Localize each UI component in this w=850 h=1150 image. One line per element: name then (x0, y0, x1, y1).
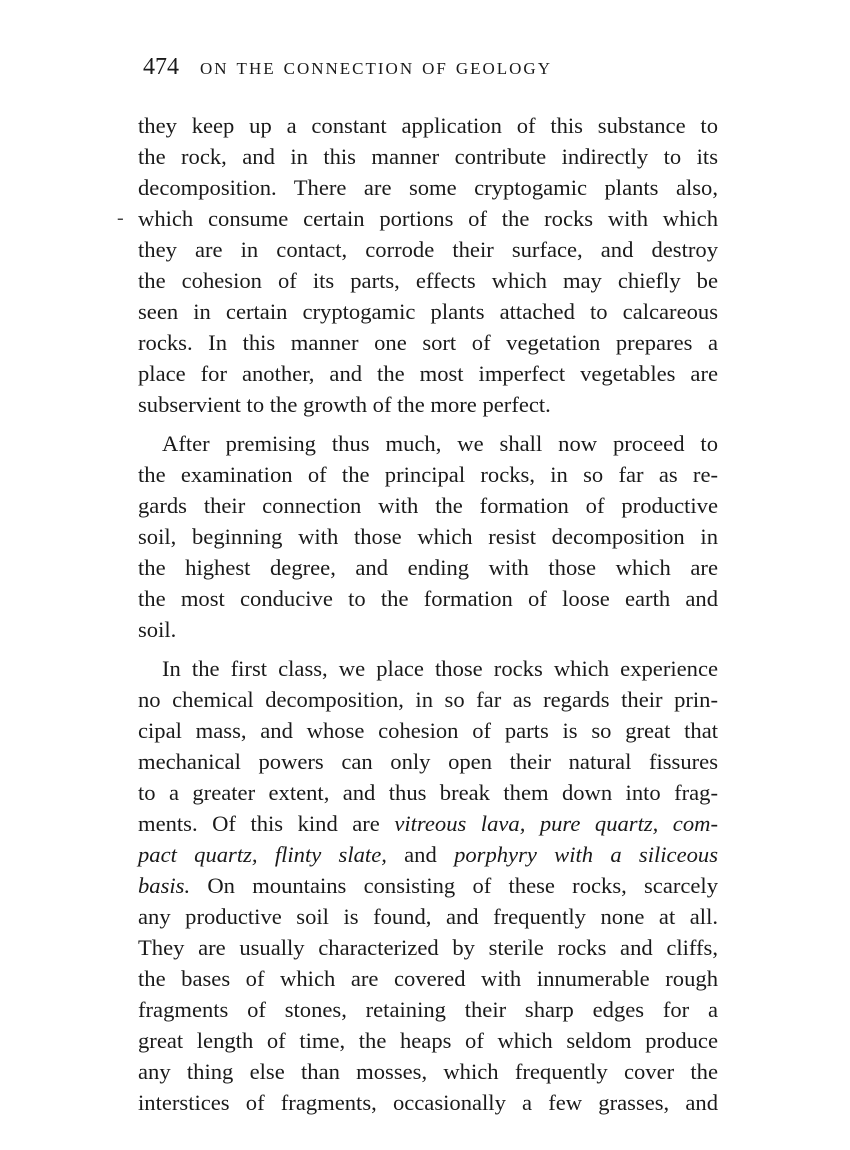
text-line: the bases of which are covered with innumerable rough (138, 966, 718, 991)
text-line: any productive soil is found, and frequently none at all. (138, 904, 718, 929)
text-line: no chemical decomposition, in so far as regards their prin- (138, 687, 718, 712)
italic-span: pact quartz, flinty slate, (138, 842, 387, 867)
text-line: soil. (138, 617, 177, 642)
text-line-mixed (138, 839, 718, 870)
text-line: they are in contact, corrode their surface, and destroy (138, 237, 718, 262)
text-line: the highest degree, and ending with those which are (138, 555, 718, 580)
text-line-mixed (138, 808, 718, 839)
text-line: to a greater extent, and thus break them down into frag- (138, 780, 718, 805)
text-span: On mountains consisting of these rocks, scarcely (207, 873, 719, 898)
text-line: mechanical powers can only open their natural fissures (138, 749, 718, 774)
paragraph-3 (138, 653, 718, 1118)
page-header (143, 54, 723, 88)
text-line: They are usually characterized by sterile rocks and cliffs, (138, 935, 718, 960)
text-line: any thing else than mosses, which frequently cover the (138, 1059, 718, 1084)
text-line: gards their connection with the formation of productive (138, 493, 718, 518)
text-span: ments. Of this kind are (138, 811, 380, 836)
text-line: the rock, and in this manner contribute indirectly to its (138, 144, 718, 169)
text-line-mixed (138, 870, 718, 901)
text-span: and (404, 842, 437, 867)
text-line: fragments of stones, retaining their sharp edges for a (138, 997, 718, 1022)
text-line: decomposition. There are some cryptogamic plants also, (138, 175, 718, 200)
italic-span: basis. (138, 873, 191, 898)
text-line: which consume certain portions of the rocks with which (138, 206, 718, 231)
paragraph-1 (138, 110, 718, 420)
margin-mark: - (117, 207, 124, 229)
text-line: rocks. In this manner one sort of vegetation prepares a (138, 330, 718, 355)
text-line: the cohesion of its parts, effects which may chiefly be (138, 268, 718, 293)
italic-span: porphyry with a siliceous (454, 842, 718, 867)
italic-span: vitreous lava, pure quartz, com- (394, 811, 718, 836)
text-line: the most conducive to the formation of loose earth and (138, 586, 718, 611)
body-text (138, 110, 718, 1118)
text-line: soil, beginning with those which resist decomposition in (138, 524, 718, 549)
text-line: great length of time, the heaps of which seldom produce (138, 1028, 718, 1053)
text-line: After premising thus much, we shall now proceed to (162, 431, 718, 456)
text-line: they keep up a constant application of this substance to (138, 113, 718, 138)
text-line: interstices of fragments, occasionally a few grasses, and (138, 1090, 718, 1115)
text-line: subservient to the growth of the more perfect. (138, 392, 551, 417)
text-line: place for another, and the most imperfect vegetables are (138, 361, 718, 386)
text-line: cipal mass, and whose cohesion of parts is so great that (138, 718, 718, 743)
running-title: on the connection of geology (200, 54, 552, 80)
text-line: In the first class, we place those rocks which experience (162, 656, 718, 681)
text-line: the examination of the principal rocks, in so far as re- (138, 462, 718, 487)
page-number: 474 (143, 54, 179, 80)
paragraph-2 (138, 428, 718, 645)
text-line: seen in certain cryptogamic plants attached to calcareous (138, 299, 718, 324)
